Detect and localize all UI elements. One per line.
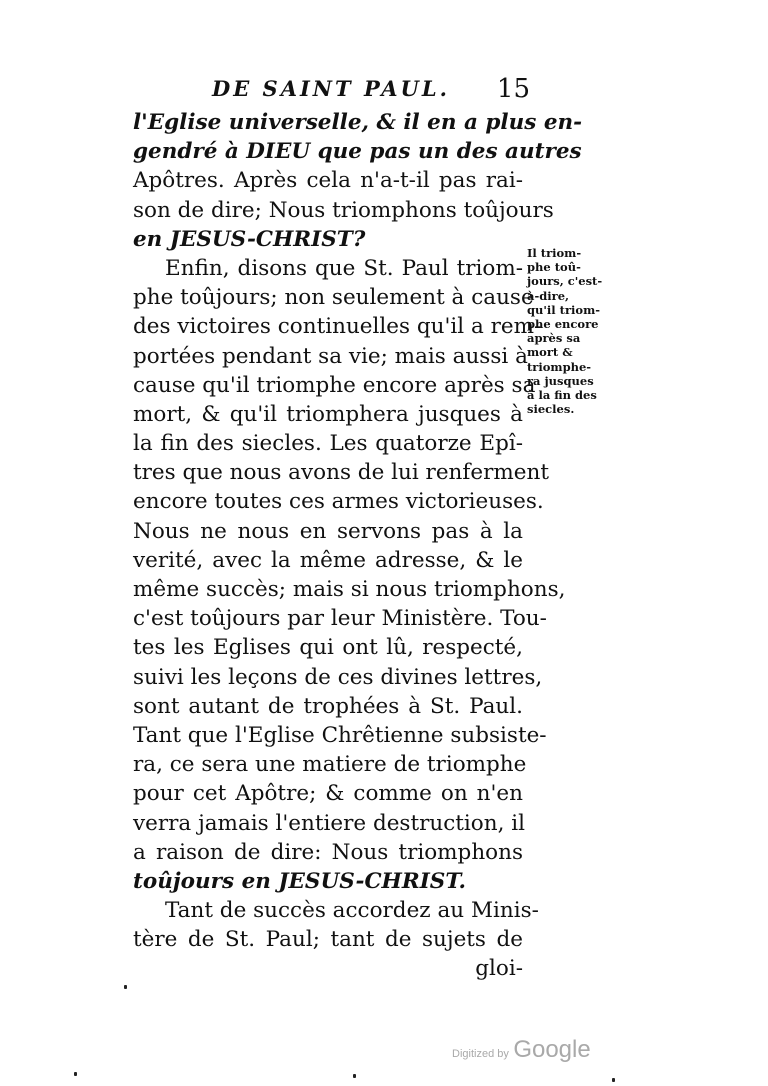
- text-line: l'Eglise universelle, & il en a plus en-: [133, 110, 583, 135]
- text-line: verité, avec la même adresse, & le: [133, 547, 523, 573]
- margin-note-line: qu'il triom-: [527, 302, 601, 317]
- watermark-prefix: Digitized by: [452, 1048, 509, 1060]
- running-title: DE SAINT PAUL.: [212, 76, 450, 101]
- text-line: la fin des siecles. Les quatorze Epî-: [133, 431, 523, 457]
- margin-note-line: à la fin des: [527, 387, 597, 402]
- margin-note-line: après sa: [527, 331, 581, 346]
- text-line: pour cet Apôtre; & comme on n'en: [133, 781, 523, 807]
- text-line: en JESUS-CHRIST?: [133, 226, 366, 252]
- text-line: tère de St. Paul; tant de sujets de: [133, 927, 523, 953]
- margin-note-line: ra jusques: [527, 373, 594, 388]
- text-line: Tant de succès accordez au Minis-: [165, 898, 539, 924]
- ink-speck: [74, 1072, 77, 1076]
- margin-note-line: triomphe-: [527, 359, 592, 374]
- text-line: verra jamais l'entiere destruction, il: [133, 810, 525, 836]
- text-line: phe toûjours; non seulement à cause: [133, 285, 534, 311]
- text-line: suivi les leçons de ces divines lettres,: [133, 664, 543, 690]
- ink-speck: [124, 985, 127, 989]
- digitized-watermark: [452, 1036, 591, 1064]
- text-line: c'est toûjours par leur Ministère. Tou-: [133, 606, 547, 632]
- margin-note-line: à-dire,: [527, 288, 570, 303]
- text-line: mort, & qu'il triomphera jusques à: [133, 401, 523, 427]
- text-line: gloi-: [475, 956, 523, 982]
- margin-note-line: Il triom-: [527, 246, 582, 260]
- text-line: ra, ce sera une matiere de triomphe: [133, 752, 527, 778]
- text-line: a raison de dire: Nous triomphons: [133, 839, 523, 865]
- text-line: portées pendant sa vie; mais aussi à: [133, 343, 528, 369]
- ink-speck: [612, 1078, 615, 1082]
- page-number: 15: [496, 74, 530, 104]
- text-line: tres que nous avons de lui renferment: [133, 460, 549, 486]
- text-line: même succès; mais si nous triomphons,: [133, 577, 566, 602]
- text-line: Enfin, disons que St. Paul triom-: [165, 255, 523, 281]
- text-line: Apôtres. Après cela n'a-t-il pas rai-: [133, 168, 523, 194]
- margin-note: [527, 246, 603, 417]
- text-line: tes les Eglises qui ont lû, respecté,: [133, 635, 523, 661]
- text-line: encore toutes ces armes victorieuses.: [133, 489, 544, 515]
- ink-speck: [353, 1074, 356, 1078]
- margin-note-line: phe toû-: [527, 260, 581, 275]
- text-line: des victoires continuelles qu'il a rem-: [133, 314, 542, 340]
- margin-note-line: jours, c'est-: [527, 274, 603, 289]
- text-line: Nous ne nous en servons pas à la: [133, 518, 523, 544]
- text-line: son de dire; Nous triomphons toûjours: [133, 197, 554, 223]
- margin-note-line: phe encore: [527, 316, 599, 331]
- text-line: cause qu'il triomphe encore après sa: [133, 372, 536, 398]
- text-line: gendré à DIEU que pas un des autres: [133, 139, 582, 165]
- text-line: Tant que l'Eglise Chrêtienne subsiste-: [133, 722, 547, 748]
- page-header: [200, 74, 530, 108]
- text-line: sont autant de trophées à St. Paul.: [133, 693, 523, 719]
- margin-note-line: siecles.: [527, 402, 575, 417]
- watermark-brand: Google: [513, 1036, 591, 1063]
- margin-note-line: mort &: [527, 345, 573, 360]
- text-line: toûjours en JESUS-CHRIST.: [133, 868, 467, 894]
